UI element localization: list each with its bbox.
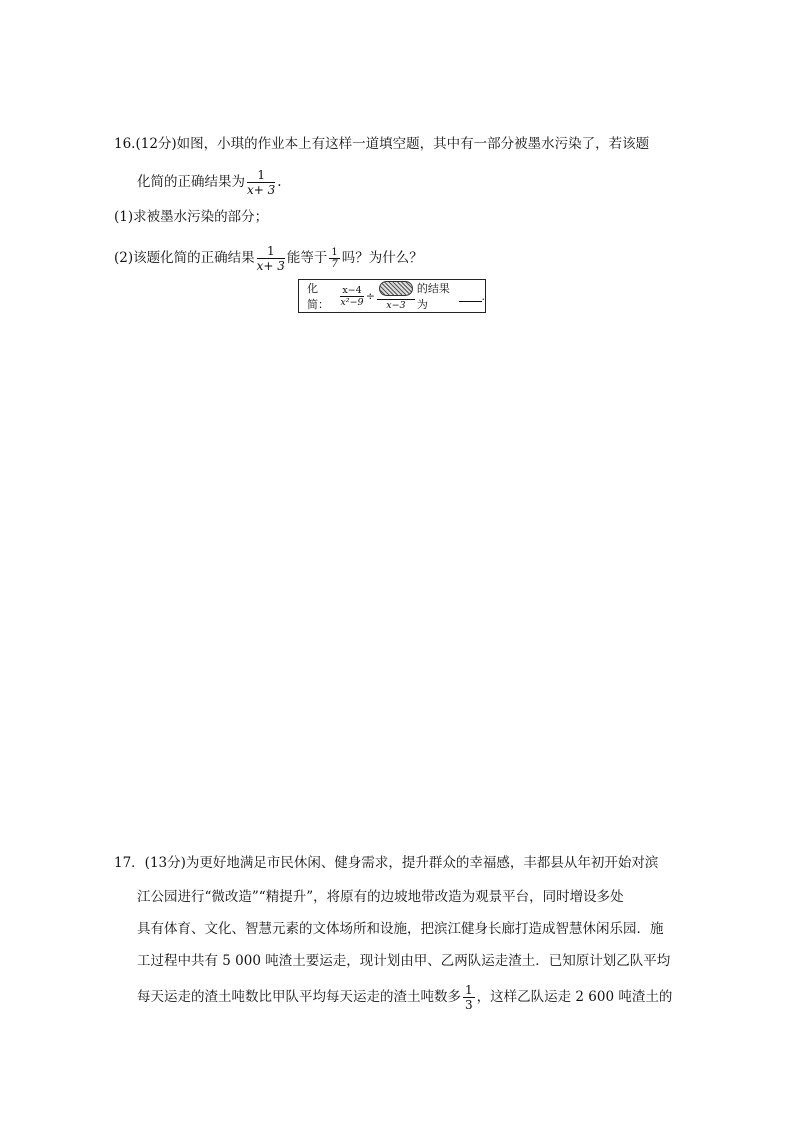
- answer-blank: [459, 291, 482, 302]
- q16-part2-mid: 能等于: [286, 250, 328, 266]
- box-divide-sign: ÷: [365, 289, 375, 303]
- box-fraction-1: [340, 285, 363, 308]
- box-fraction-2: [377, 281, 415, 311]
- result-denominator: x+ 3: [247, 183, 276, 197]
- q16-part1: (1)求被墨水污染的部分；: [114, 209, 269, 225]
- q17-line5-prefix: 每天运走的渣土吨数比甲队平均每天运走的渣土吨数多: [137, 989, 461, 1005]
- q17-line2: 江公园进行“微改造”“精提升”，将原有的边坡地带改造为观景平台，同时增设多处: [137, 889, 624, 905]
- problem-box: [298, 279, 486, 313]
- box-label: 化简：: [307, 282, 329, 311]
- q17-line5: [137, 983, 672, 1012]
- result-fraction-2: [257, 244, 285, 273]
- result-numerator-2: 1: [257, 244, 285, 259]
- ink-stain-numerator: [377, 281, 415, 300]
- box-suffix: 的结果为: [416, 282, 450, 311]
- q16-part2: [114, 244, 423, 273]
- q17-line1: 17．(13分)为更好地满足市民休闲、健身需求，提升群众的幸福感，丰都县从年初开始对滨: [114, 855, 659, 871]
- alt-fraction: [329, 247, 339, 270]
- box-end: .: [481, 289, 485, 303]
- q17-line3: 具有体育、文化、智慧元素的文体场所和设施，把滨江健身长廊打造成智慧休闲乐园．施: [137, 921, 664, 937]
- q16-line2: [137, 168, 282, 197]
- alt-denominator: 7: [331, 259, 338, 270]
- q17-line4: 工过程中共有 5 000 吨渣土要运走，现计划由甲、乙两队运走渣土．已知原计划乙队平均: [137, 953, 671, 969]
- box-f2-denominator: x−3: [386, 300, 406, 311]
- q16-part2-prefix: (2)该题化简的正确结果: [114, 250, 255, 266]
- q16-part2-suffix: 吗？为什么？: [341, 250, 423, 266]
- q17-fraction: [463, 983, 475, 1012]
- result-denominator-2: x+ 3: [256, 259, 285, 273]
- q17-denominator: 3: [465, 998, 473, 1012]
- q16-line2-prefix: 化简的正确结果为: [137, 174, 245, 190]
- q16-line2-suffix: .: [277, 174, 282, 190]
- q16-line1: 16.(12分)如图，小琪的作业本上有这样一道填空题，其中有一部分被墨水污染了，若该题: [114, 136, 650, 152]
- alt-numerator: 1: [331, 247, 338, 258]
- q17-line5-suffix: ，这样乙队运走 2 600 吨渣土的: [476, 989, 673, 1005]
- q17-numerator: 1: [465, 983, 473, 997]
- result-numerator: 1: [247, 168, 275, 183]
- result-fraction: [247, 168, 275, 197]
- box-f1-denominator: x²−9: [340, 296, 364, 308]
- ink-stain-icon: [379, 281, 413, 296]
- box-f1-numerator: x−4: [342, 284, 362, 296]
